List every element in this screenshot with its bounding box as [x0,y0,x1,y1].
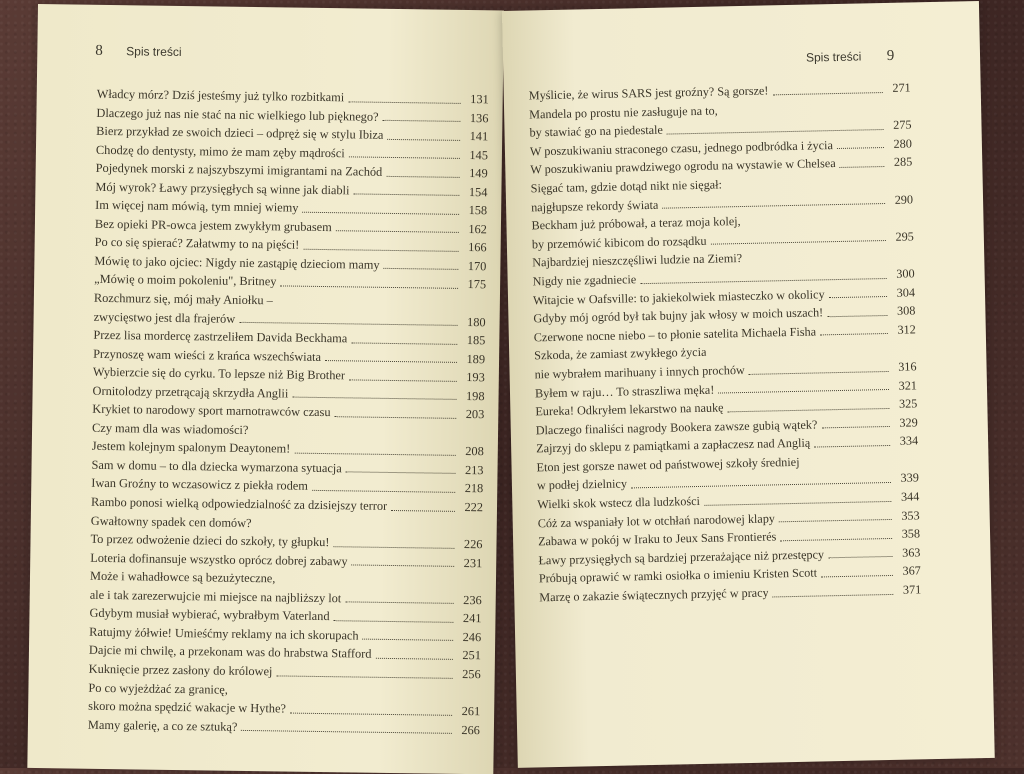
toc-entry-page-number: 300 [896,266,915,281]
toc-entry-page-number: 285 [893,154,913,170]
dot-leader [280,285,458,288]
toc-entry-title: Szkoda, że zamiast zwykłego życia [534,345,707,363]
toc-entry-page-number: 131 [470,92,489,107]
dot-leader [333,620,453,623]
toc-entry-title: nie wybrałem marihuany i innych prochów [534,362,745,382]
toc-entry-page-number: 316 [898,359,917,374]
toc-entry-title: Loteria dofinansuje wszystko oprócz dobrej zabawy [90,550,348,569]
dot-leader [276,675,452,678]
toc-entry-title: Gdybym musiał wybierać, wybrałbym Vaterland [89,606,330,624]
toc-entry-page-number: 321 [898,377,918,393]
toc-entry-title: Dajcie mi chwilę, a przekonam was do hrabstwa Stafford [88,643,372,662]
toc-entry-title: Dlaczego już nas nie stać na nic wielkiego lub pięknego? [96,105,379,124]
toc-entry-title: Czerwone nocne niebo – to płonie satelita Michaela Fisha [533,324,817,345]
toc-entry-title: Cóż za wspaniały lot w otchłań narodowej klapy [537,511,776,531]
left-page [27,4,504,774]
toc-entry-page-number: 162 [468,221,487,237]
dot-leader [829,296,887,298]
toc-entry-title: Nigdy nie zgadniecie [532,272,637,289]
toc-entry-title: w podłej dzielnicy [536,476,628,493]
toc-entry-title: Przez lisa mordercę zastrzeliłem Davida Beckhama [93,327,348,346]
dot-leader [821,575,893,578]
toc-entry-title: Rozchmurz się, mój mały Aniołku – [93,290,273,308]
dot-leader [828,556,892,558]
dot-leader [840,166,885,168]
toc-entry-page-number: 290 [894,191,914,207]
toc-entry-title: Zajrzyj do sklepu z pamiątkami a zapłaczesz nad Anglią [536,435,811,456]
dot-leader [352,565,455,567]
toc-entry-title: Ornitolodzy przetrącają skrzydła Anglii [92,383,289,401]
toc-entry-page-number: 266 [461,722,481,737]
toc-entry-title: Chodzę do dentysty, mimo że mam zęby mądrości [95,142,345,160]
right-page [502,1,995,768]
dot-leader [333,546,454,549]
toc-entry-title: Próbują oprawić w ramki osiołka o imieniu Kristen Scott [538,565,818,586]
toc-entry-title: Marzę o zakazie świątecznych przyjęć w pracy [539,585,769,605]
toc-entry-page-number: 166 [468,240,487,255]
dot-leader [302,212,459,215]
toc-entry-title: Krykiet to narodowy sport marnotrawców czasu [92,402,331,420]
toc-entry-page-number: 312 [897,322,916,337]
toc-entry-page-number: 213 [464,462,484,478]
dot-leader [346,472,456,475]
toc-entry-title: W poszukiwaniu straconego czasu, jednego podbródka i życia [529,137,834,159]
dot-leader [336,231,459,234]
toc-entry-title: Im więcej nam mówią, tym mniej wiemy [95,198,299,215]
toc-entry-page-number: 236 [463,592,482,608]
dot-leader [391,510,455,512]
toc-entry-title: W poszukiwaniu prawdziwego ogrodu na wystawie w Chelsea [530,156,836,177]
toc-entry-page-number: 339 [900,470,920,486]
toc-entry-page-number: 358 [901,526,921,541]
toc-entry-title: Dlaczego finaliści nagrody Bookera zawsze gubią wątek? [535,417,818,438]
toc-entry-title: Po co się spierać? Załatwmy to na pięści! [94,235,300,253]
dot-leader [345,602,453,605]
toc-entry-page-number: 154 [468,184,488,200]
dot-leader [325,360,457,363]
right-table-of-contents [529,78,922,607]
toc-entry-title: Beckham już próbował, a teraz moja kolej, [531,214,741,233]
toc-entry-page-number: 344 [900,489,920,504]
right-running-head: Spis treści [805,49,862,65]
toc-entry-page-number: 241 [462,611,482,626]
dot-leader [384,268,459,270]
dot-leader [294,453,455,456]
toc-entry-page-number: 136 [469,110,489,125]
dot-leader [718,389,889,394]
toc-entry-page-number: 280 [893,136,913,151]
dot-leader [290,712,452,715]
toc-entry-title: Eureka! Odkryłem lekarstwo na naukę [535,400,724,419]
dot-leader [814,445,890,448]
toc-entry-page-number: 203 [465,407,485,422]
toc-entry-title: Wybierzcie się do cyrku. To lepsze niż Big Brother [92,365,346,383]
toc-entry-title: Byłem w raju… To straszliwa męka! [534,382,715,400]
dot-leader [704,501,891,506]
toc-entry-page-number: 367 [902,563,921,579]
toc-entry-title: Pojedynek morski z najszybszymi imigrantami na Zachód [95,161,383,180]
dot-leader [820,333,888,335]
toc-entry-title: Mamy galerię, a co ze sztuką? [87,717,238,734]
toc-entry-title: Bierz przykład ze swoich dzieci – odpręż się w stylu Ibiza [96,123,384,142]
toc-entry-page-number: 208 [465,444,484,459]
toc-entry-title: Bez opieki PR-owca jestem zwykłym grubasem [94,216,332,234]
dot-leader [363,639,454,641]
toc-entry-title: Witajcie w Oafsville: to jakiekolwiek miasteczko w okolicy [532,286,825,307]
dot-leader [772,92,882,95]
dot-leader [749,370,889,374]
toc-entry-page-number: 246 [462,629,482,645]
dot-leader [303,249,458,252]
dot-leader [349,379,457,382]
toc-entry-page-number: 145 [469,147,489,162]
dot-leader [382,120,460,122]
toc-entry-title: najgłupsze rekordy świata [530,197,659,214]
toc-entry-title: zwycięstwo jest dla frajerów [93,309,236,326]
dot-leader [353,194,459,196]
toc-entry-title: Ławy przysięgłych są bardziej przerażające niż przestępcy [538,547,825,568]
toc-entry-page-number: 371 [902,582,922,597]
dot-leader [387,139,460,141]
toc-entry-title: Gdyby mój ogród był tak bujny jak włosy w moich uszach! [533,305,824,326]
dot-leader [837,147,884,149]
toc-entry-title: Sięgać tam, gdzie dotąd nikt nie sięgał: [530,177,723,196]
dot-leader [386,176,459,178]
toc-entry-page-number: 261 [461,704,481,719]
dot-leader [780,538,892,541]
toc-entry-title: Przynoszę wam wieści z krańca wszechświata [93,346,322,364]
toc-entry-title: Mój wyrok? Ławy przysięgłych są winne jak diabli [95,179,350,198]
toc-entry-page-number: 353 [901,508,920,523]
toc-entry-title: Kuknięcie przez zasłony do królowej [88,661,273,679]
toc-entry-title: Iwan Groźny to wczasowicz z piekła rodem [91,476,309,494]
dot-leader [349,157,460,160]
toc-entry-title: Zabawa w pokój w Iraku to Jeux Sans Frontierés [537,529,777,549]
left-table-of-contents [88,85,489,740]
toc-entry-page-number: 170 [467,258,487,274]
toc-entry-page-number: 185 [466,333,486,348]
toc-entry-title: Czy mam dla was wiadomości? [91,420,249,437]
toc-entry-page-number: 189 [466,351,486,366]
toc-entry-title: Jestem kolejnym spalonym Deaytonem! [91,439,291,456]
toc-entry-page-number: 198 [465,388,485,404]
toc-entry-title: skoro można spędzić wakacje w Hythe? [88,698,287,716]
dot-leader [728,408,890,412]
dot-leader [241,730,452,734]
right-page-header [806,48,895,67]
toc-entry-title: Gwałtowny spadek cen domów? [90,513,252,530]
toc-entry-page-number: 218 [464,481,484,496]
toc-entry-page-number: 363 [902,545,921,560]
dot-leader [711,240,886,245]
toc-entry-page-number: 141 [469,129,489,144]
dot-leader [821,426,889,428]
toc-entry-title: Najbardziej nieszczęśliwi ludzie na Ziemi? [532,251,743,270]
left-page-number: 8 [95,42,103,59]
dot-leader [662,203,885,209]
toc-entry-title: Myślicie, że wirus SARS jest groźny? Są gorsze! [528,83,769,103]
toc-entry-title: Mandela po prostu nie zasługuje na to, [529,103,718,122]
toc-entry-title: Sam w domu – to dla dziecka wymarzona sytuacja [91,457,342,476]
dot-leader [334,416,456,419]
toc-entry-title: Może i wahadłowce są bezużyteczne, [89,569,276,586]
toc-entry-page-number: 275 [893,117,912,133]
toc-entry-page-number: 175 [467,277,487,292]
toc-entry-page-number: 329 [899,415,918,430]
dot-leader [827,315,887,317]
toc-entry-title: Władcy mórz? Dziś jesteśmy już tylko rozbitkami [96,86,345,105]
dot-leader [667,129,884,135]
left-page-header [95,43,181,61]
toc-entry-page-number: 180 [466,314,486,329]
toc-entry-page-number: 231 [463,555,483,570]
toc-entry-title: by stawiać go na piedestale [529,122,664,140]
left-running-head: Spis treści [126,44,182,60]
toc-entry-page-number: 222 [464,500,484,515]
dot-leader [773,594,894,598]
dot-leader [312,490,455,493]
toc-entry-page-number: 334 [899,433,919,449]
toc-entry-page-number: 226 [463,537,483,552]
toc-entry-title: ale i tak zarezerwujcie mi miejsce na najbliższy lot [89,587,342,606]
toc-entry-title: by przemówić kibicom do rozsądku [531,233,707,252]
toc-entry-page-number: 295 [895,229,914,244]
toc-entry-title: „Mówię o moim pokoleniu", Britney [94,272,277,289]
toc-entry-page-number: 308 [896,303,916,318]
toc-entry-page-number: 149 [469,166,488,181]
dot-leader [239,322,457,326]
toc-entry-title: Eton jest gorsze nawet od państwowej szkoły średniej [536,454,800,475]
toc-entry-page-number: 271 [892,80,911,95]
toc-entry-title: Mówię to jako ojciec: Nigdy nie zastąpię dzieciom mamy [94,253,380,272]
toc-entry-title: Ratujmy żółwie! Umieśćmy reklamy na ich skorupach [89,624,359,643]
toc-entry-page-number: 158 [468,203,488,218]
toc-entry-title: Rambo ponosi wielką odpowiedzialność za dzisiejszy terror [90,494,388,513]
toc-entry-page-number: 256 [462,666,481,682]
dot-leader [779,519,892,522]
toc-entry-title: Wielki skok wstecz dla ludzkości [537,494,701,512]
toc-entry-page-number: 251 [462,648,482,663]
toc-entry-page-number: 325 [898,396,918,411]
dot-leader [348,101,461,104]
right-page-number: 9 [886,47,895,64]
dot-leader [292,397,456,400]
toc-entry-title: To przez odwożenie dzieci do szkoły, ty głupku! [90,531,330,550]
dot-leader [351,342,457,344]
toc-entry-page-number: 193 [466,370,485,385]
dot-leader [631,482,891,488]
dot-leader [640,278,886,284]
toc-entry-page-number: 304 [896,284,916,300]
toc-entry-title: Po co wyjeżdżać za granicę, [88,680,229,697]
dot-leader [375,658,452,660]
